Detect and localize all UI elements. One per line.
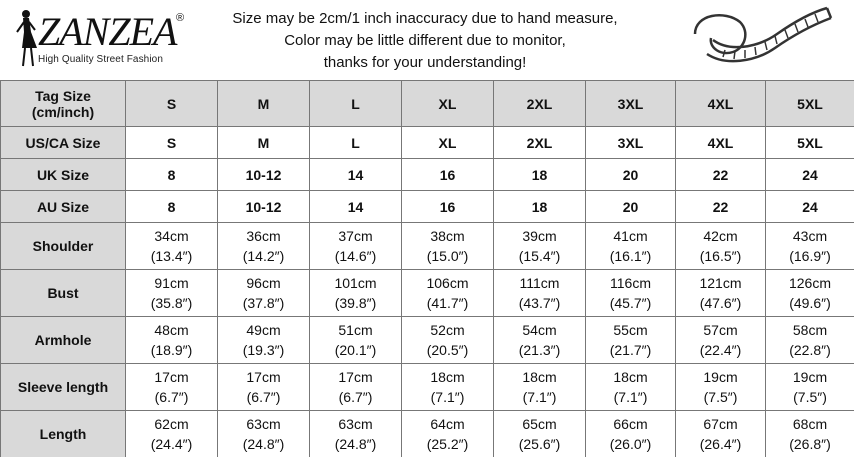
size-cell: 20 (586, 191, 676, 223)
measurement-cell (310, 364, 402, 411)
measurement-inch: (19.3″) (242, 342, 285, 358)
measurement-cell (676, 411, 766, 457)
measurement-inch: (15.4″) (518, 248, 561, 264)
measurement-cell (126, 223, 218, 270)
measurement-inch: (49.6″) (789, 295, 831, 311)
measurement-cell (494, 411, 586, 457)
size-cell: 3XL (586, 81, 676, 127)
measurement-cm: 63cm (338, 416, 373, 432)
measurement-cell (676, 270, 766, 317)
measurement-inch: (21.3″) (518, 342, 561, 358)
measurement-cm: 116cm (610, 275, 651, 291)
measurement-cell (676, 317, 766, 364)
measurement-cell (402, 270, 494, 317)
measurement-inch: (7.1″) (430, 389, 465, 405)
header (0, 0, 854, 80)
measurement-cell (766, 270, 854, 317)
size-cell: XL (402, 127, 494, 159)
measurement-inch: (39.8″) (334, 295, 377, 311)
measurement-inch: (20.1″) (334, 342, 377, 358)
measurement-cm: 106cm (426, 275, 469, 291)
measurement-notice (210, 8, 640, 74)
measurement-cm: 18cm (430, 369, 465, 385)
measurement-cell (218, 270, 310, 317)
measurement-cell (494, 364, 586, 411)
row-label: US/CA Size (1, 127, 126, 159)
measurement-inch: (14.2″) (242, 248, 285, 264)
size-cell: 2XL (494, 81, 586, 127)
size-cell: M (218, 127, 310, 159)
size-cell: 5XL (766, 81, 854, 127)
size-cell: 24 (766, 159, 854, 191)
notice-line-1: Size may be 2cm/1 inch inaccuracy due to hand measure, (232, 10, 618, 27)
measurement-inch: (45.7″) (609, 295, 652, 311)
measurement-rows (1, 223, 854, 457)
size-cell: 5XL (766, 127, 854, 159)
size-cell: 22 (676, 159, 766, 191)
measurement-inch: (22.4″) (699, 342, 742, 358)
size-cell: 3XL (586, 127, 676, 159)
measurement-cm: 18cm (613, 369, 648, 385)
measurement-cell (402, 364, 494, 411)
measurement-cell (766, 317, 854, 364)
measurement-cell (218, 317, 310, 364)
measurement-cm: 58cm (792, 322, 828, 338)
measurement-inch: (43.7″) (518, 295, 561, 311)
measurement-inch: (41.7″) (426, 295, 469, 311)
measurement-inch: (24.8″) (242, 436, 285, 452)
measurement-cell (402, 223, 494, 270)
measurement-cm: 96cm (246, 275, 281, 291)
measurement-cell (586, 223, 676, 270)
measurement-inch: (7.1″) (613, 389, 648, 405)
measurement-cm: 43cm (792, 228, 828, 244)
brand-name: ZANZEA (38, 9, 177, 54)
measurement-cell (494, 270, 586, 317)
measurement-cell (310, 411, 402, 457)
measurement-cell (218, 364, 310, 411)
measurement-inch: (18.9″) (150, 342, 193, 358)
measurement-inch: (22.8″) (789, 342, 831, 358)
measurement-inch: (21.7″) (609, 342, 652, 358)
row-label: UK Size (1, 159, 126, 191)
size-cell: 16 (402, 159, 494, 191)
measurement-cm: 63cm (246, 416, 281, 432)
measurement-cm: 66cm (613, 416, 648, 432)
measurement-cm: 65cm (522, 416, 557, 432)
measurement-cm: 17cm (246, 369, 281, 385)
size-rows (1, 81, 854, 223)
size-cell: 16 (402, 191, 494, 223)
measurement-inch: (13.4″) (150, 248, 193, 264)
measurement-inch: (35.8″) (150, 295, 193, 311)
size-cell: 20 (586, 159, 676, 191)
size-cell: L (310, 127, 402, 159)
measurement-cm: 55cm (613, 322, 648, 338)
measurement-cm: 19cm (792, 369, 828, 385)
row-label: Bust (1, 270, 126, 317)
measurement-cm: 111cm (519, 275, 560, 291)
measurement-inch: (7.5″) (793, 389, 827, 405)
table-row (1, 364, 854, 411)
measurement-cell (402, 411, 494, 457)
measurement-cm: 52cm (430, 322, 465, 338)
size-cell: M (218, 81, 310, 127)
measurement-cell (766, 223, 854, 270)
table-row (1, 411, 854, 457)
measurement-cell (402, 317, 494, 364)
size-cell: 24 (766, 191, 854, 223)
measurement-inch: (26.4″) (699, 436, 742, 452)
measurement-inch: (24.8″) (334, 436, 377, 452)
measurement-inch: (20.5″) (426, 342, 469, 358)
row-label: Shoulder (1, 223, 126, 270)
measurement-cell (586, 317, 676, 364)
size-cell: 4XL (676, 127, 766, 159)
measurement-cm: 68cm (792, 416, 828, 432)
size-cell: 4XL (676, 81, 766, 127)
measurement-cm: 49cm (246, 322, 281, 338)
size-cell: 14 (310, 191, 402, 223)
measurement-cm: 36cm (246, 228, 281, 244)
measurement-inch: (16.5″) (699, 248, 742, 264)
row-label (1, 81, 126, 127)
measurement-cm: 34cm (154, 228, 189, 244)
size-cell: 8 (126, 191, 218, 223)
measurement-inch: (6.7″) (154, 389, 189, 405)
size-cell: S (126, 127, 218, 159)
measurement-cm: 101cm (334, 275, 377, 291)
measurement-cm: 54cm (522, 322, 557, 338)
brand-tagline: High Quality Street Fashion (38, 54, 163, 65)
row-label: Armhole (1, 317, 126, 364)
measurement-inch: (24.4″) (150, 436, 193, 452)
brand-logo (4, 6, 194, 70)
notice-line-3: thanks for your understanding! (323, 54, 527, 71)
row-label-line: Tag Size (35, 87, 91, 104)
measurement-cell (126, 411, 218, 457)
registered-mark: ® (176, 12, 185, 24)
measurement-inch: (7.5″) (703, 389, 738, 405)
measurement-cell (586, 411, 676, 457)
measurement-cell (218, 411, 310, 457)
measurement-cell (676, 223, 766, 270)
measurement-cm: 67cm (703, 416, 738, 432)
row-label-line: (cm/inch) (31, 103, 95, 120)
measurement-cm: 41cm (613, 228, 648, 244)
measurement-cm: 39cm (522, 228, 557, 244)
measurement-cell (218, 223, 310, 270)
measurement-cm: 19cm (703, 369, 738, 385)
row-label: Sleeve length (1, 364, 126, 411)
measurement-inch: (6.7″) (338, 389, 373, 405)
measurement-cell (586, 364, 676, 411)
measurement-inch: (15.0″) (426, 248, 469, 264)
measurement-cm: 38cm (430, 228, 465, 244)
size-cell: S (126, 81, 218, 127)
size-cell: L (310, 81, 402, 127)
measurement-cell (676, 364, 766, 411)
table-row (1, 223, 854, 270)
size-cell: 18 (494, 159, 586, 191)
measurement-cm: 126cm (788, 275, 832, 291)
row-label: Length (1, 411, 126, 457)
measurement-cm: 48cm (154, 322, 189, 338)
table-row (1, 317, 854, 364)
size-cell: 10-12 (218, 159, 310, 191)
measurement-cell (310, 317, 402, 364)
measurement-cell (310, 270, 402, 317)
measurement-cell (586, 270, 676, 317)
measurement-cell (126, 270, 218, 317)
table-row (1, 81, 854, 127)
table-row (1, 159, 854, 191)
measurement-inch: (6.7″) (246, 389, 281, 405)
measurement-cell (494, 317, 586, 364)
measurement-cm: 18cm (522, 369, 557, 385)
size-cell: 18 (494, 191, 586, 223)
measurement-inch: (26.8″) (789, 436, 831, 452)
notice-line-2: Color may be little different due to monitor, (284, 32, 566, 49)
measurement-cm: 62cm (154, 416, 189, 432)
measurement-cell (126, 364, 218, 411)
measurement-cm: 17cm (338, 369, 373, 385)
table-row (1, 270, 854, 317)
measurement-cell (310, 223, 402, 270)
measurement-inch: (25.6″) (518, 436, 561, 452)
table-row (1, 127, 854, 159)
size-cell: 8 (126, 159, 218, 191)
measuring-tape-icon (685, 4, 835, 76)
measurement-inch: (26.0″) (609, 436, 652, 452)
measurement-inch: (47.6″) (699, 295, 742, 311)
size-cell: 22 (676, 191, 766, 223)
size-cell: 10-12 (218, 191, 310, 223)
size-cell: 2XL (494, 127, 586, 159)
measurement-cell (766, 364, 854, 411)
size-chart-table (0, 80, 854, 457)
measurement-inch: (25.2″) (426, 436, 469, 452)
measurement-cm: 17cm (154, 369, 189, 385)
measurement-inch: (7.1″) (522, 389, 557, 405)
measurement-cm: 51cm (338, 322, 373, 338)
measurement-cell (126, 317, 218, 364)
measurement-cm: 42cm (703, 228, 738, 244)
measurement-cm: 121cm (699, 275, 742, 291)
size-cell: XL (402, 81, 494, 127)
row-label: AU Size (1, 191, 126, 223)
measurement-inch: (37.8″) (242, 295, 285, 311)
measurement-inch: (14.6″) (334, 248, 377, 264)
measurement-cm: 37cm (338, 228, 373, 244)
measurement-cell (494, 223, 586, 270)
measurement-cm: 57cm (703, 322, 738, 338)
table-row (1, 191, 854, 223)
measurement-cm: 91cm (154, 275, 189, 291)
measurement-cell (766, 411, 854, 457)
size-cell: 14 (310, 159, 402, 191)
measurement-inch: (16.1″) (609, 248, 652, 264)
measurement-cm: 64cm (430, 416, 465, 432)
measurement-inch: (16.9″) (789, 248, 831, 264)
